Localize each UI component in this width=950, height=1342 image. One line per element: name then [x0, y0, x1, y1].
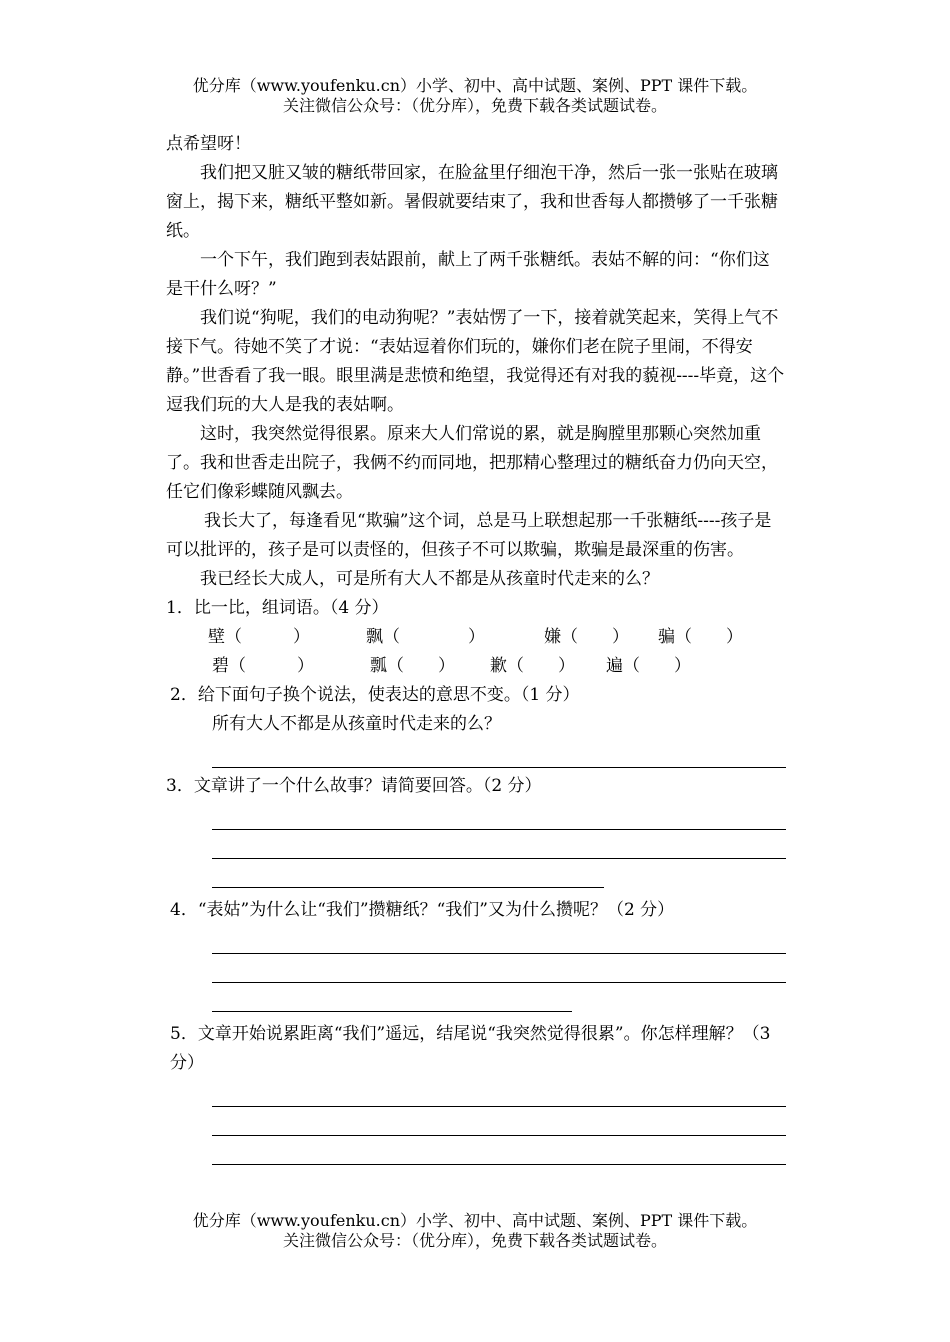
paragraph: 我们把又脏又皱的糖纸带回家，在脸盆里仔细泡干净，然后一张一张贴在玻璃窗上，揭下来，糖纸平整如新。暑假就要结束了，我和世香每人都攒够了一千张糖纸。 — [166, 163, 778, 241]
question-2-sentence: 所有大人不都是从孩童时代走来的么？ — [212, 714, 501, 734]
vocab-item: 碧（ ） — [212, 656, 314, 676]
header-line-2: 关注微信公众号：（优分库），免费下载各类试题试卷。 — [282, 96, 667, 115]
answer-line[interactable] — [212, 1107, 786, 1136]
vocab-item: 歉（ ） — [490, 656, 575, 676]
paragraph: 这时，我突然觉得很累。原来大人们常说的累，就是胸膛里那颗心突然加重了。我和世香走出院子，我俩不约而同地，把那精心整理过的糖纸奋力仍向天空，任它们像彩蝶随风飘去。 — [166, 424, 778, 502]
answer-line[interactable] — [212, 801, 786, 830]
question-4-prompt: 4．“表姑”为什么让“我们”攒糖纸？“我们”又为什么攒呢？（2 分） — [170, 900, 675, 920]
paragraph: 我已经长大成人，可是所有大人不都是从孩童时代走来的么？ — [200, 569, 659, 589]
answer-line[interactable] — [212, 925, 786, 954]
page-footer — [0, 1211, 950, 1251]
answer-line[interactable] — [212, 1136, 786, 1165]
vocab-item: 嫌（ ） — [544, 627, 629, 647]
answer-line[interactable] — [212, 830, 786, 859]
paragraph: 一个下午，我们跑到表姑跟前，献上了两千张糖纸。表姑不解的问：“你们这是干什么呀？” — [166, 250, 770, 299]
vocab-item: 骗（ ） — [658, 627, 743, 647]
page-header — [0, 76, 950, 116]
vocab-item: 遍（ ） — [606, 656, 691, 676]
paragraph: 我长大了，每逢看见“欺骗”这个词，总是马上联想起那一千张糖纸----孩子是可以批评的，孩子是可以责怪的，但孩子不可以欺骗，欺骗是最深重的伤害。 — [166, 511, 772, 560]
vocab-item: 壁（ ） — [208, 627, 310, 647]
footer-line-1: 优分库（www.youfenku.cn）小学、初中、高中试题、案例、PPT 课件下载。 — [192, 1211, 758, 1230]
answer-line[interactable] — [212, 983, 572, 1012]
vocab-item: 瓢（ ） — [370, 656, 455, 676]
question-2-prompt: 2．给下面句子换个说法，使表达的意思不变。（1 分） — [170, 685, 580, 705]
article-body — [166, 130, 786, 1165]
question-1-prompt: 1．比一比，组词语。（4 分） — [166, 598, 389, 618]
vocab-row-2 — [166, 652, 786, 681]
vocab-item: 飘（ ） — [366, 627, 485, 647]
vocab-row-1 — [166, 623, 786, 652]
question-3-prompt: 3．文章讲了一个什么故事？请简要回答。（2 分） — [166, 776, 542, 796]
answer-line[interactable] — [212, 954, 786, 983]
answer-line[interactable] — [212, 739, 786, 768]
paragraph: 我们说“狗呢，我们的电动狗呢？”表姑愣了一下，接着就笑起来，笑得上气不接下气。待她不笑了才说：“表姑逗着你们玩的，嫌你们老在院子里闹，不得安静。”世香看了我一眼。眼里满是悲愤和绝望，我觉得还有对我的藐视----毕竟，这个逗我们玩的大人是我的表姑啊。 — [166, 308, 785, 415]
answer-line[interactable] — [212, 859, 604, 888]
question-5-prompt: 5．文章开始说累距离“我们”遥远，结尾说“我突然觉得很累”。你怎样理解？（3 分） — [170, 1024, 771, 1073]
paragraph: 点希望呀！ — [166, 134, 251, 154]
footer-line-2: 关注微信公众号：（优分库），免费下载各类试题试卷。 — [282, 1231, 667, 1250]
header-line-1: 优分库（www.youfenku.cn）小学、初中、高中试题、案例、PPT 课件下载。 — [192, 76, 758, 95]
answer-line[interactable] — [212, 1078, 786, 1107]
